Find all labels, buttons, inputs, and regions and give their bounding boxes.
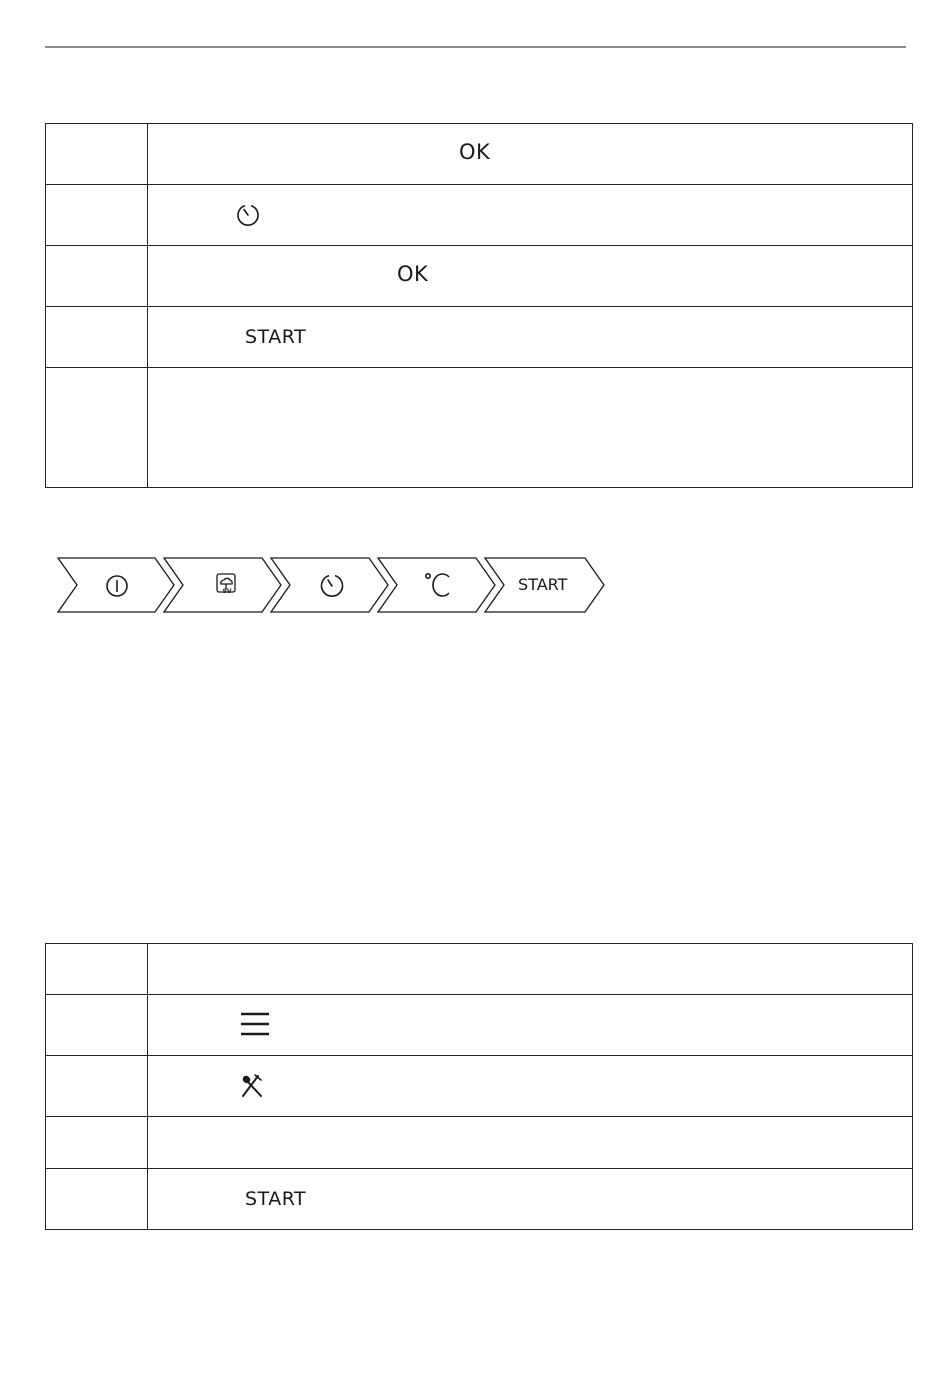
- step-text-cell: [148, 1056, 913, 1117]
- ok-label: OK: [459, 140, 491, 164]
- step-number-cell: [46, 124, 148, 185]
- fork-knife-icon: [240, 1074, 264, 1098]
- step-number-cell: [46, 1169, 148, 1230]
- step-text-cell: [148, 185, 913, 246]
- power-icon: [107, 576, 127, 596]
- timer-icon: [234, 201, 262, 229]
- table-row: [46, 1169, 913, 1230]
- step-text-cell: [148, 368, 913, 488]
- flow-step-power: [58, 558, 174, 612]
- step-number-cell: [46, 307, 148, 368]
- table-row: [46, 185, 913, 246]
- step-text-cell: [148, 246, 913, 307]
- step-number-cell: [46, 995, 148, 1056]
- sous-vide-steam-icon: [217, 574, 235, 592]
- table-row: [46, 995, 913, 1056]
- step-number-cell: [46, 246, 148, 307]
- steps-table-2: [45, 943, 913, 1230]
- step-number-cell: [46, 185, 148, 246]
- step-text-cell: [148, 307, 913, 368]
- timer-icon: [321, 576, 342, 597]
- step-number-cell: [46, 944, 148, 995]
- step-number-cell: [46, 368, 148, 488]
- step-number-cell: [46, 1117, 148, 1169]
- menu-icon: [240, 1010, 270, 1038]
- table-row: [46, 368, 913, 488]
- ok-label: OK: [397, 262, 429, 286]
- flow-start-label: START: [518, 575, 568, 594]
- flow-step-temperature: [378, 558, 495, 612]
- step-text-cell: [148, 1169, 913, 1230]
- table-row: [46, 1117, 913, 1169]
- flow-step-start: [485, 558, 604, 612]
- step-text-cell: [148, 995, 913, 1056]
- table-row: [46, 307, 913, 368]
- header-rule: [45, 46, 906, 48]
- flow-step-timer: [271, 558, 388, 612]
- table-row: [46, 246, 913, 307]
- step-text-cell: [148, 1117, 913, 1169]
- temperature-celsius-icon: [426, 574, 449, 596]
- table-row: [46, 124, 913, 185]
- start-label: START: [245, 1188, 307, 1210]
- table-row: [46, 1056, 913, 1117]
- steps-table-1: [45, 123, 913, 488]
- table-row: [46, 944, 913, 995]
- flow-step-sous-vide: [164, 558, 281, 612]
- sv-caption: SV: [222, 588, 232, 595]
- start-label: START: [245, 326, 307, 348]
- step-text-cell: [148, 944, 913, 995]
- step-text-cell: [148, 124, 913, 185]
- step-number-cell: [46, 1056, 148, 1117]
